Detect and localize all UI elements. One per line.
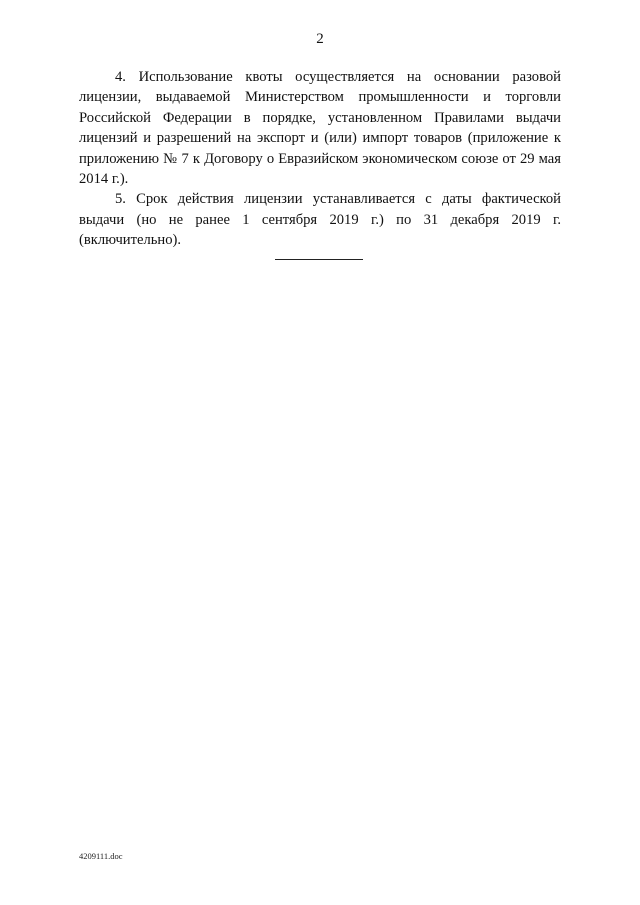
end-of-text-rule [275, 259, 363, 260]
page-number: 2 [316, 31, 324, 47]
document-body [79, 67, 561, 251]
paragraph-4-quota-license: 4. Использование квоты осуществляется на основании разовой лицензии, выдаваемой Министерством промышленности и торговли Российской Федерации в порядке, установленном Правилами выдачи лицензий и разрешений на экспорт и (или) импорт товаров (приложение к приложению № 7 к Договору о Евразийском экономическом союзе от 29 мая 2014 г.). [79, 69, 561, 188]
paragraph-5-license-validity: 5. Срок действия лицензии устанавливается с даты фактической выдачи (но не ранее 1 сентября 2019 г.) по 31 декабря 2019 г. (включительно). [79, 191, 561, 249]
footer-document-code: 4209111.doc [79, 851, 123, 861]
